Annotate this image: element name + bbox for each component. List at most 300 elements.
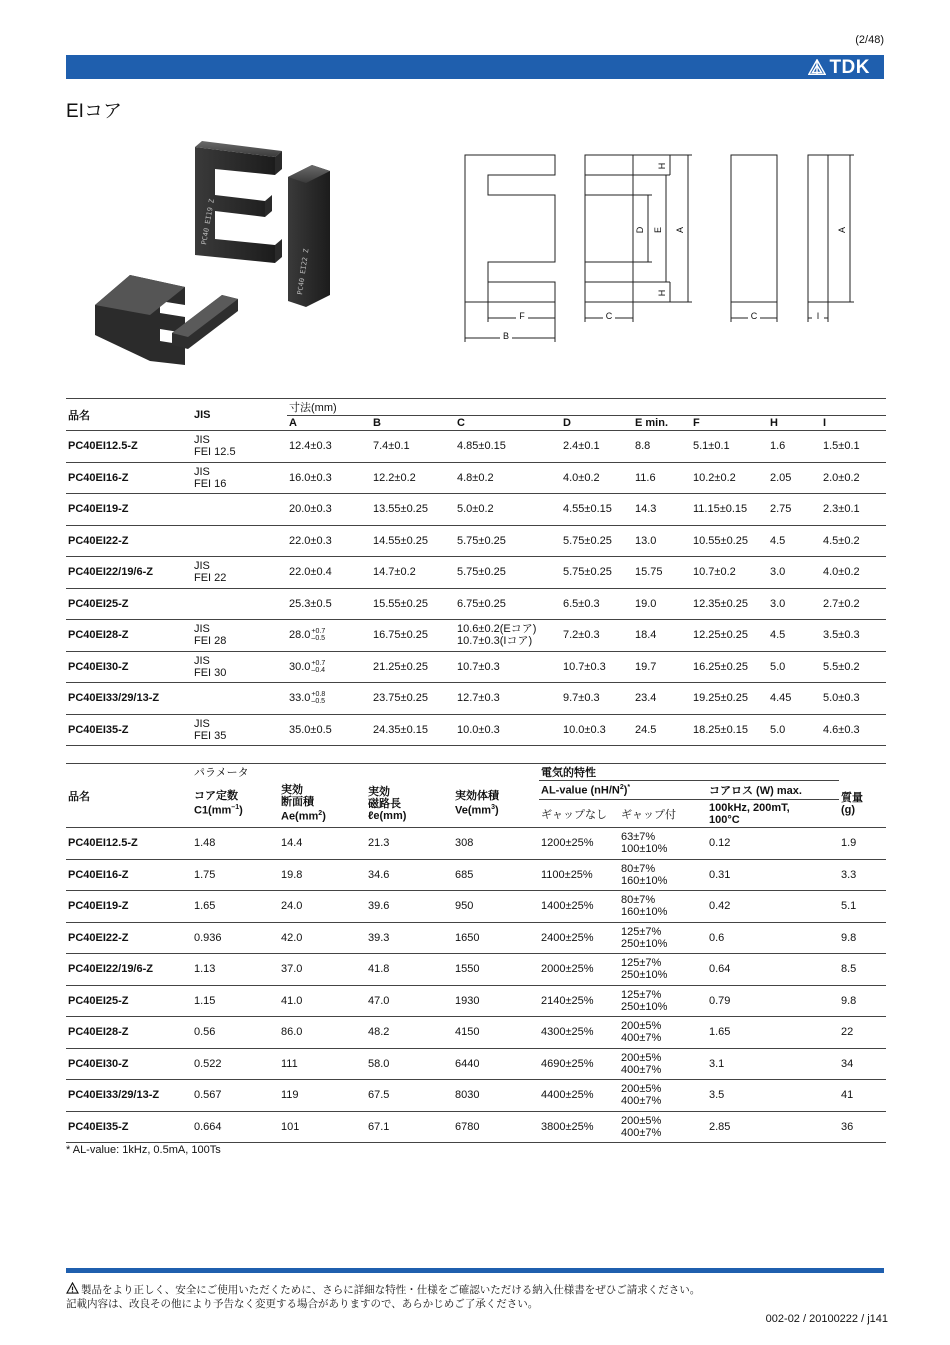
dim-e: 8.8	[635, 440, 651, 453]
dim-f: 12.35±0.25	[693, 597, 748, 610]
al-value-gap-1: 80±7%	[621, 862, 656, 875]
mass: 1.9	[841, 837, 857, 850]
c1-unit: C1(mm	[194, 805, 232, 818]
core-loss: 0.79	[709, 994, 731, 1007]
dim-h: 5.0	[770, 660, 786, 673]
electrical-table	[66, 763, 886, 1143]
dim-d: 10.0±0.3	[563, 723, 606, 736]
dim-f: 12.25±0.25	[693, 629, 748, 642]
mass: 8.5	[841, 963, 857, 976]
effective-volume: 1550	[455, 963, 480, 976]
dim-c: 12.7±0.3	[457, 692, 500, 705]
dim-label-a1: A	[675, 226, 685, 234]
jis-code: FEI 35	[194, 729, 227, 742]
notice-line-1: 製品をより正しく、安全にご使用いただくために、さらに詳細な特性・仕様をご確認いただける納入仕様書をぜひご請求ください。	[81, 1284, 701, 1296]
col-header-a: A	[287, 416, 371, 431]
jis-code: FEI 22	[194, 572, 227, 585]
jis-label: JIS	[194, 465, 210, 478]
dim-f: 10.55±0.25	[693, 534, 748, 547]
mass: 3.3	[841, 868, 857, 881]
dim-e: 24.5	[635, 723, 657, 736]
brand-name: TDK	[829, 57, 870, 78]
part-name: PC40EI30-Z	[68, 660, 129, 673]
part-name: PC40EI22/19/6-Z	[68, 963, 153, 976]
part-name: PC40EI12.5-Z	[68, 440, 138, 453]
dim-i: 5.0±0.3	[823, 692, 860, 705]
mass: 22	[841, 1026, 854, 1039]
dim-a-tol-down: –0.4	[311, 666, 326, 674]
col-header-c: C	[455, 416, 561, 431]
core-constant: 1.13	[194, 963, 216, 976]
dim-label-h1: H	[657, 162, 667, 170]
core-loss: 0.42	[709, 900, 731, 913]
al-value-gap-2: 100±10%	[621, 843, 668, 856]
ve-label: 実効体積	[455, 790, 499, 803]
dim-b: 14.7±0.2	[373, 566, 416, 579]
jis-label: JIS	[194, 654, 210, 667]
dim-label-c2: C	[750, 311, 758, 321]
dim-e: 14.3	[635, 503, 657, 516]
dim-a-tol-down: –0.5	[311, 698, 326, 706]
al-value-nogap: 2000±25%	[541, 963, 594, 976]
effective-volume: 1650	[455, 931, 480, 944]
dim-d: 9.7±0.3	[563, 692, 600, 705]
al-value-gap-1: 125±7%	[621, 925, 662, 938]
part-name: PC40EI19-Z	[68, 503, 129, 516]
dim-label-e: E	[653, 226, 663, 234]
dim-h: 3.0	[770, 597, 786, 610]
core-loss: 0.31	[709, 868, 731, 881]
dim-h: 5.0	[770, 723, 786, 736]
dim-f: 19.25±0.25	[693, 692, 748, 705]
effective-area: 119	[281, 1089, 299, 1102]
core-constant: 0.56	[194, 1026, 216, 1039]
col-header-i: I	[821, 416, 886, 431]
dim-c-e-core: 10.6±0.2(Eコア)	[457, 623, 537, 636]
dim-label-c1: C	[605, 311, 613, 321]
part-name: PC40EI19-Z	[68, 900, 129, 913]
product-photo	[90, 135, 350, 370]
dim-b: 7.4±0.1	[373, 440, 410, 453]
effective-volume: 6780	[455, 1120, 480, 1133]
mass-label: 質量	[841, 791, 863, 804]
dim-h: 4.5	[770, 629, 786, 642]
footnote: * AL-value: 1kHz, 0.5mA, 100Ts	[66, 1144, 221, 1156]
loss-cond-2: 100°C	[709, 813, 740, 826]
table-row	[66, 1048, 886, 1080]
loss-cond-1: 100kHz, 200mT,	[709, 801, 790, 814]
effective-volume: 308	[455, 837, 474, 850]
dim-a: 12.4±0.3	[289, 440, 332, 453]
dim-d: 4.55±0.15	[563, 503, 612, 516]
dim-a: 20.0±0.3	[289, 503, 332, 516]
table-row	[66, 431, 886, 463]
dimensions-table	[66, 398, 886, 746]
part-name: PC40EI12.5-Z	[68, 837, 138, 850]
dim-d: 4.0±0.2	[563, 471, 600, 484]
al-value-gap-2: 250±10%	[621, 937, 668, 950]
part-name: PC40EI16-Z	[68, 471, 129, 484]
page-number: (2/48)	[855, 34, 884, 46]
jis-code: FEI 12.5	[194, 446, 236, 459]
photo-label-ei19: PC40 EI19 Z	[200, 198, 217, 246]
ae-label-2: 断面積	[281, 796, 314, 809]
dim-i: 2.7±0.2	[823, 597, 860, 610]
al-value-gap-2: 250±10%	[621, 969, 668, 982]
core-loss: 0.6	[709, 931, 725, 944]
dim-c: 5.75±0.25	[457, 566, 506, 579]
dim-b: 14.55±0.25	[373, 534, 428, 547]
jis-label: JIS	[194, 717, 210, 730]
dim-a: 22.0±0.4	[289, 566, 332, 579]
effective-area: 14.4	[281, 837, 303, 850]
mass: 41	[841, 1089, 854, 1102]
dim-f: 18.25±0.15	[693, 723, 748, 736]
al-value-gap-2: 250±10%	[621, 1000, 668, 1013]
effective-area: 24.0	[281, 900, 303, 913]
jis-code: FEI 28	[194, 635, 227, 648]
al-value-gap-1: 80±7%	[621, 894, 656, 907]
dim-a-tol-up: +0.8	[311, 691, 326, 699]
core-loss: 3.1	[709, 1057, 725, 1070]
col-header-al: AL-value $(nH/N^2)^*$	[539, 781, 707, 800]
al-value-nogap: 1100±25%	[541, 868, 593, 881]
le-label-1: 実効	[368, 785, 390, 798]
al-label: AL-value (nH/N	[541, 784, 620, 797]
table-row	[66, 588, 886, 620]
dim-b: 21.25±0.25	[373, 660, 428, 673]
dim-b: 12.2±0.2	[373, 471, 416, 484]
photo-label-ei22: PC40 EI22 Z	[296, 248, 311, 296]
dim-c: 4.85±0.15	[457, 440, 506, 453]
warning-icon	[66, 1282, 79, 1294]
core-loss: 0.12	[709, 837, 731, 850]
notice	[66, 1282, 700, 1311]
dim-b: 16.75±0.25	[373, 629, 428, 642]
dim-d: 10.7±0.3	[563, 660, 606, 673]
core-loss: 1.65	[709, 1026, 731, 1039]
core-loss: 0.64	[709, 963, 731, 976]
col-header-ve: 実効体積 $Ve(mm^3)$	[453, 781, 539, 828]
col-header-jis: JIS	[192, 399, 287, 431]
al-value-nogap: 2140±25%	[541, 994, 594, 1007]
dim-e: 15.75	[635, 566, 663, 579]
part-name: PC40EI25-Z	[68, 597, 129, 610]
table-row	[66, 922, 886, 954]
effective-volume: 8030	[455, 1089, 480, 1102]
brand-logo	[808, 57, 870, 79]
core-constant: 1.15	[194, 994, 216, 1007]
effective-area: 41.0	[281, 994, 303, 1007]
path-length: 67.1	[368, 1120, 390, 1133]
dim-f: 5.1±0.1	[693, 440, 730, 453]
dim-a: 33.0	[289, 692, 311, 705]
dim-a: 35.0±0.5	[289, 723, 332, 736]
dim-c: 5.75±0.25	[457, 534, 506, 547]
part-name: PC40EI16-Z	[68, 868, 129, 881]
dim-i: 2.0±0.2	[823, 471, 860, 484]
path-length: 67.5	[368, 1089, 390, 1102]
core-constant: 0.522	[194, 1057, 222, 1070]
path-length: 48.2	[368, 1026, 390, 1039]
al-value-gap-2: 400±7%	[621, 1032, 662, 1045]
mass: 9.8	[841, 931, 857, 944]
dim-a: 28.0	[289, 629, 311, 642]
jis-code: FEI 16	[194, 477, 227, 490]
part-name: PC40EI33/29/13-Z	[68, 692, 160, 705]
effective-area: 101	[281, 1120, 300, 1133]
dim-e: 18.4	[635, 629, 657, 642]
al-value-gap-1: 200±5%	[621, 1083, 662, 1096]
effective-volume: 685	[455, 868, 474, 881]
al-value-nogap: 1400±25%	[541, 900, 594, 913]
path-length: 41.8	[368, 963, 390, 976]
col-header-f: F	[691, 416, 768, 431]
table-row	[66, 714, 886, 746]
dim-c: 5.0±0.2	[457, 503, 494, 516]
effective-volume: 4150	[455, 1026, 480, 1039]
col-header-le	[366, 781, 453, 828]
al-value-nogap: 1200±25%	[541, 837, 594, 850]
dim-d: 5.75±0.25	[563, 534, 612, 547]
core-constant: 0.936	[194, 931, 222, 944]
mass: 5.1	[841, 900, 857, 913]
col-header-nogap: ギャップなし	[539, 800, 619, 828]
notice-line-2: 記載内容は、改良その他により予告なく変更する場合がありますので、あらかじめご了承ください。	[66, 1298, 539, 1310]
dim-i: 2.3±0.1	[823, 503, 860, 516]
table-row	[66, 1017, 886, 1049]
dim-label-i: I	[816, 311, 820, 321]
i-core-large	[288, 165, 330, 307]
col-header-loss: コアロス (W) max.	[707, 781, 839, 800]
part-name: PC40EI25-Z	[68, 994, 129, 1007]
e-core-large	[195, 141, 282, 263]
core-constant: 0.567	[194, 1089, 222, 1102]
al-value-gap-2: 160±10%	[621, 906, 668, 919]
part-name: PC40EI35-Z	[68, 1120, 129, 1133]
c1-label: コア定数	[194, 790, 238, 803]
dim-i: 1.5±0.1	[823, 440, 860, 453]
al-value-gap-1: 200±5%	[621, 1114, 662, 1127]
ae-unit: Ae(mm	[281, 811, 319, 824]
dim-a: 30.0	[289, 660, 311, 673]
col-header-name2: 品名	[66, 764, 192, 828]
table-row	[66, 462, 886, 494]
al-value-nogap: 4400±25%	[541, 1089, 594, 1102]
e-core-small	[95, 275, 185, 365]
effective-area: 19.8	[281, 868, 303, 881]
header-bar	[66, 55, 884, 79]
jis-label: JIS	[194, 560, 210, 573]
dim-a: 22.0±0.3	[289, 534, 332, 547]
part-name: PC40EI33/29/13-Z	[68, 1089, 160, 1102]
dim-d: 2.4±0.1	[563, 440, 600, 453]
dim-i: 3.5±0.3	[823, 629, 860, 642]
effective-area: 42.0	[281, 931, 303, 944]
core-constant: 1.48	[194, 837, 216, 850]
core-constant: 0.664	[194, 1120, 222, 1133]
al-value-gap-1: 200±5%	[621, 1051, 662, 1064]
dim-h: 3.0	[770, 566, 786, 579]
dim-e: 19.7	[635, 660, 657, 673]
col-header-ae: 実効 断面積 $Ae(mm^2)$	[279, 781, 366, 828]
dim-f: 10.2±0.2	[693, 471, 736, 484]
le-unit: ℓe(mm)	[368, 809, 407, 822]
table-row	[66, 651, 886, 683]
document-code: 002-02 / 20100222 / j141	[765, 1313, 888, 1325]
path-length: 47.0	[368, 994, 390, 1007]
col-group-electrical: 電気的特性	[541, 767, 596, 779]
core-constant: 1.65	[194, 900, 216, 913]
dim-b: 15.55±0.25	[373, 597, 428, 610]
dim-c: 10.7±0.3	[457, 660, 500, 673]
dim-h: 2.75	[770, 503, 792, 516]
dim-b: 13.55±0.25	[373, 503, 428, 516]
dim-label-a2: A	[837, 226, 847, 234]
ve-unit: Ve(mm	[455, 805, 492, 818]
part-name: PC40EI35-Z	[68, 723, 129, 736]
part-name: PC40EI22-Z	[68, 931, 129, 944]
table-row	[66, 891, 886, 923]
col-header-d: D	[561, 416, 633, 431]
effective-volume: 950	[455, 900, 474, 913]
table-row	[66, 828, 886, 860]
dim-e: 19.0	[635, 597, 657, 610]
dim-d: 5.75±0.25	[563, 566, 612, 579]
effective-area: 86.0	[281, 1026, 303, 1039]
al-value-gap-1: 200±5%	[621, 1020, 662, 1033]
dim-a-tol-up: +0.7	[311, 659, 326, 667]
al-value-nogap: 3800±25%	[541, 1120, 594, 1133]
dim-h: 2.05	[770, 471, 792, 484]
col-group-dimensions: 寸法(mm)	[287, 399, 886, 416]
dim-c-i-core: 10.7±0.3(Iコア)	[457, 635, 533, 648]
dim-i: 5.5±0.2	[823, 660, 860, 673]
dim-e: 11.6	[635, 471, 656, 484]
dim-f: 10.7±0.2	[693, 566, 736, 579]
col-header-e: E min.	[633, 416, 691, 431]
al-value-gap-2: 400±7%	[621, 1095, 662, 1108]
dim-i: 4.0±0.2	[823, 566, 860, 579]
table-row	[66, 683, 886, 715]
col-header-mass	[839, 781, 886, 828]
table-row	[66, 859, 886, 891]
path-length: 21.3	[368, 837, 390, 850]
dim-b: 24.35±0.15	[373, 723, 428, 736]
table-row	[66, 954, 886, 986]
dim-d: 6.5±0.3	[563, 597, 600, 610]
col-header-h: H	[768, 416, 821, 431]
dim-e: 23.4	[635, 692, 657, 705]
part-name: PC40EI22/19/6-Z	[68, 566, 153, 579]
part-name: PC40EI22-Z	[68, 534, 129, 547]
dim-label-b: B	[502, 331, 510, 341]
al-value-nogap: 4300±25%	[541, 1026, 594, 1039]
dim-a: 25.3±0.5	[289, 597, 332, 610]
dim-i: 4.5±0.2	[823, 534, 860, 547]
dim-label-f: F	[519, 311, 525, 321]
dim-h: 4.5	[770, 534, 786, 547]
core-loss: 3.5	[709, 1089, 725, 1102]
jis-label: JIS	[194, 623, 210, 636]
al-value-gap-1: 63±7%	[621, 831, 656, 844]
dim-f: 16.25±0.25	[693, 660, 748, 673]
effective-volume: 6440	[455, 1057, 480, 1070]
dim-h: 1.6	[770, 440, 786, 453]
al-value-gap-1: 125±7%	[621, 988, 662, 1001]
dim-f: 11.15±0.15	[693, 503, 748, 516]
dim-a-tol-up: +0.7	[311, 628, 326, 636]
mass: 36	[841, 1120, 854, 1133]
col-group-parameters: パラメータ	[194, 767, 249, 780]
jis-label: JIS	[194, 434, 210, 447]
dim-c: 4.8±0.2	[457, 471, 494, 484]
col-header-loss-cond	[707, 800, 839, 828]
part-name: PC40EI28-Z	[68, 1026, 129, 1039]
dim-i: 4.6±0.3	[823, 723, 860, 736]
e-core-front-outline	[465, 155, 555, 302]
part-name: PC40EI30-Z	[68, 1057, 129, 1070]
path-length: 34.6	[368, 868, 390, 881]
tdk-logo-icon	[808, 59, 826, 77]
dim-d: 7.2±0.3	[563, 629, 600, 642]
table-row	[66, 1080, 886, 1112]
footer-bar	[66, 1268, 884, 1273]
page-title: EIコア	[66, 101, 122, 122]
le-label-2: 磁路長	[368, 797, 401, 810]
path-length: 58.0	[368, 1057, 390, 1070]
mass-unit: (g)	[841, 803, 856, 816]
table-row	[66, 1111, 886, 1143]
al-value-gap-2: 400±7%	[621, 1063, 662, 1076]
al-value-nogap: 4690±25%	[541, 1057, 594, 1070]
dim-c: 6.75±0.25	[457, 597, 506, 610]
col-header-name: 品名	[66, 399, 192, 431]
core-loss: 2.85	[709, 1120, 731, 1133]
dim-a-tol-down: –0.5	[311, 635, 326, 643]
table-row	[66, 557, 886, 589]
effective-area: 37.0	[281, 963, 303, 976]
dim-b: 23.75±0.25	[373, 692, 428, 705]
al-value-gap-1: 125±7%	[621, 957, 662, 970]
al-value-nogap: 2400±25%	[541, 931, 594, 944]
dim-e: 13.0	[635, 534, 657, 547]
col-header-c1: コア定数 $C1(mm^{-1})$	[192, 781, 279, 828]
table-row	[66, 620, 886, 652]
jis-code: FEI 30	[194, 666, 227, 679]
mass: 9.8	[841, 994, 857, 1007]
col-header-b: B	[371, 416, 455, 431]
effective-volume: 1930	[455, 994, 480, 1007]
mass: 34	[841, 1057, 854, 1070]
effective-area: 111	[281, 1057, 298, 1070]
al-value-gap-2: 160±10%	[621, 874, 668, 887]
dim-label-h2: H	[657, 289, 667, 297]
part-name: PC40EI28-Z	[68, 629, 129, 642]
ae-label-1: 実効	[281, 784, 303, 797]
dim-h: 4.45	[770, 692, 792, 705]
path-length: 39.3	[368, 931, 390, 944]
table-row	[66, 985, 886, 1017]
dimension-diagram	[460, 150, 860, 350]
col-header-gap: ギャップ付	[619, 800, 707, 828]
dim-a: 16.0±0.3	[289, 471, 332, 484]
table-row	[66, 525, 886, 557]
table-row	[66, 494, 886, 526]
dim-label-d: D	[635, 226, 645, 234]
al-value-gap-2: 400±7%	[621, 1126, 662, 1139]
core-constant: 1.75	[194, 868, 216, 881]
